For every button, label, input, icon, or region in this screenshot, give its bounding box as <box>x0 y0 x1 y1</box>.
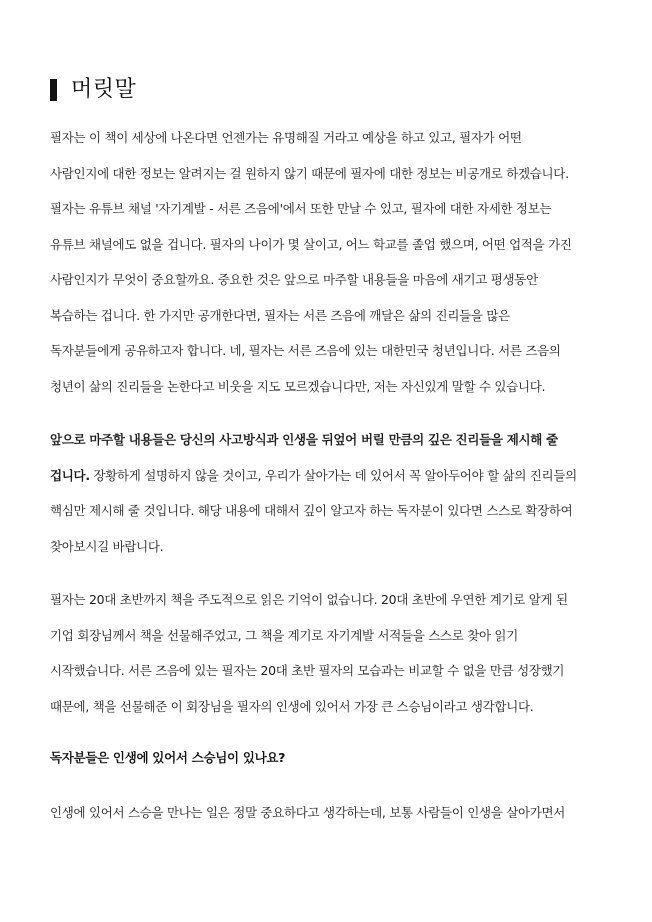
bold-text-fragment: 겁니다. <box>50 467 90 483</box>
heading-title: 머릿말 <box>71 77 137 102</box>
text-fragment: 장황하게 설명하지 않을 것이고, 우리가 살아가는 데 있어서 꼭 알아두어야 할 삶의 진리들의 <box>89 467 577 483</box>
text-line: 청년이 삶의 진리들을 논한다고 비웃을 지도 모르겠습니다만, 저는 자신있게 말할 수 있습니다. <box>50 378 546 394</box>
text-line: 사람인지에 대한 정보는 알려지는 걸 원하지 않기 때문에 필자에 대한 정보는 비공개로 하겠습니다. <box>50 165 569 181</box>
text-line: 시작했습니다. 서른 즈음에 있는 필자는 20대 초반 필자의 모습과는 비교할 수 없을 만큼 성장했기 <box>50 663 565 678</box>
text-line: 때문에, 책을 선물해준 이 회장님을 필자의 인생에 있어서 가장 큰 스승님이라고 생각합니다. <box>50 698 534 714</box>
section-heading <box>50 76 136 104</box>
paragraph-intro <box>50 120 625 404</box>
text-line: 핵심만 제시해 줄 것입니다. 해당 내용에 대해서 깊이 알고자 하는 독자분이 있다면 스스로 확장하여 <box>50 503 573 518</box>
text-line: 필자는 이 책이 세상에 나온다면 언젠가는 유명해질 거라고 예상을 하고 있고, 필자가 어떤 <box>50 130 522 145</box>
text-line: 독자분들에게 공유하고자 합니다. 네, 필자는 서른 즈음에 있는 대한민국 청년입니다. 서른 즈음의 <box>50 343 561 358</box>
paragraph-background <box>50 582 625 724</box>
text-line: 사람인지가 무엇이 중요할까요. 중요한 것은 앞으로 마주할 내용들을 마음에 새기고 평생동안 <box>50 272 538 287</box>
text-line: 찾아보시길 바랍니다. <box>50 538 164 554</box>
text-line-mixed <box>50 458 625 494</box>
bold-text-line: 앞으로 마주할 내용들은 당신의 사고방식과 인생을 뒤엎어 버릴 만큼의 깊은 진리들을 제시해 줄 <box>50 432 558 447</box>
text-line: 복습하는 겁니다. 한 가지만 공개한다면, 필자는 서른 즈음에 깨달은 삶의 진리들을 많은 <box>50 307 510 323</box>
text-line: 유튜브 채널에도 없을 겁니다. 필자의 나이가 몇 살이고, 어느 학교를 졸업 했으며, 어떤 업적을 가진 <box>50 236 572 252</box>
text-line: 기업 회장님께서 책을 선물해주었고, 그 책을 계기로 자기계발 서적들을 스스로 찾아 읽기 <box>50 627 518 643</box>
text-line: 필자는 20대 초반까지 책을 주도적으로 읽은 기억이 없습니다. 20대 초반에 우연한 계기로 알게 된 <box>50 592 568 607</box>
paragraph-mentor <box>50 795 625 831</box>
paragraph-truths <box>50 422 625 564</box>
heading-bar-marker <box>50 79 57 101</box>
text-line: 인생에 있어서 스승을 만나는 일은 정말 중요하다고 생각하는데, 보통 사람들이 인생을 살아가면서 <box>50 805 566 820</box>
question-heading: 독자분들은 인생에 있어서 스승님이 있나요? <box>50 750 286 765</box>
text-line: 필자는 유튜브 채널 '자기계발 - 서른 즈음에'에서 또한 만날 수 있고, 필자에 대한 자세한 정보는 <box>50 201 552 216</box>
